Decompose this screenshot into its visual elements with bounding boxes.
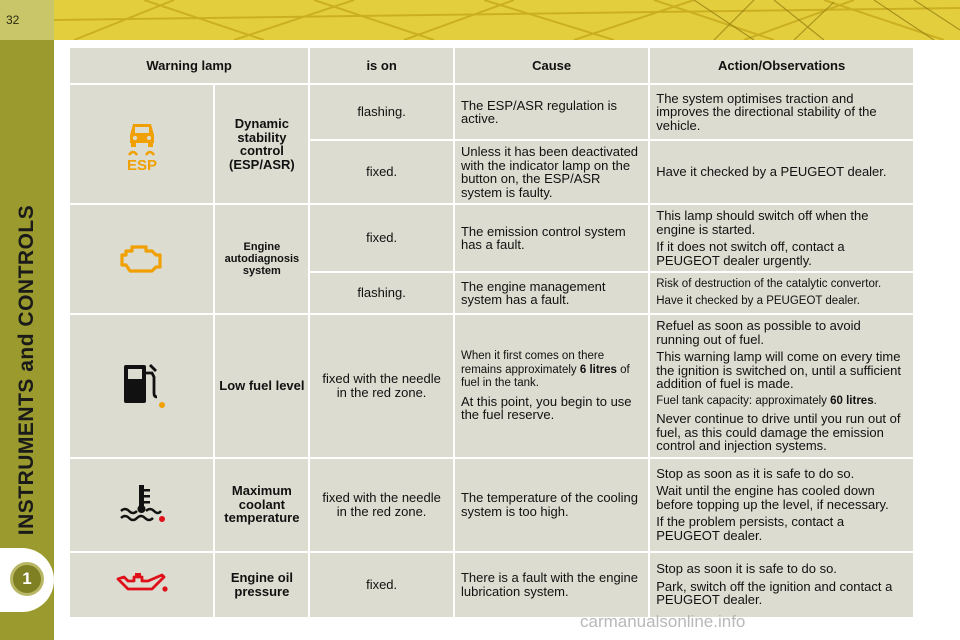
- engine-cause-2: The engine management system has a fault.: [455, 273, 648, 313]
- oil-state: fixed.: [310, 553, 453, 617]
- fuel-action-3: [656, 395, 907, 409]
- engine-action-1a: This lamp should switch off when the engine is started.: [656, 208, 869, 237]
- page-number: 32: [6, 13, 20, 27]
- coolant-state: fixed with the needle in the red zone.: [310, 459, 453, 551]
- esp-icon-cell: [70, 85, 213, 203]
- oil-action-2: Park, switch off the ignition and contact a PEUGEOT dealer.: [656, 578, 893, 608]
- coolant-action: [650, 459, 913, 551]
- chapter-badge[interactable]: 1: [10, 562, 44, 596]
- engine-icon-cell: [70, 205, 213, 313]
- engine-action-2b: Have it checked by a PEUGEOT dealer.: [656, 295, 860, 307]
- table-row: [70, 315, 913, 457]
- header-cause: Cause: [455, 48, 648, 83]
- header-action: Action/Observations: [650, 48, 913, 83]
- oil-action: [650, 553, 913, 617]
- engine-state-2: flashing.: [310, 273, 453, 313]
- oil-cause: There is a fault with the engine lubrication system.: [455, 553, 648, 617]
- header-band: [54, 0, 960, 40]
- engine-action-1b: If it does not switch off, contact a PEUGEOT dealer urgently.: [656, 239, 845, 268]
- fuel-action-3-post: .: [873, 394, 877, 407]
- engine-action-2a: Risk of destruction of the catalytic convertor.: [656, 277, 882, 290]
- fuel-state: fixed with the needle in the red zone.: [310, 315, 453, 457]
- page-number-box: [0, 0, 54, 40]
- header-warning-lamp: Warning lamp: [70, 48, 308, 83]
- oil-action-1: Stop as soon it is safe to do so.: [656, 561, 837, 577]
- coolant-action-2: Wait until the engine has cooled down before topping up the level, if necessary.: [656, 483, 889, 512]
- fuel-action-1: Refuel as soon as possible to avoid running out of fuel.: [656, 318, 861, 347]
- oil-can-icon: [114, 569, 170, 597]
- fuel-action-2: This warning lamp will come on every time the ignition is switched on, until a sufficient addition of fuel is made.: [656, 349, 901, 391]
- fuel-cause-1-post: of fuel in the tank.: [460, 363, 630, 389]
- fuel-name: Low fuel level: [215, 315, 308, 457]
- esp-icon-text: ESP: [126, 156, 157, 171]
- watermark: carmanualsonline.info: [580, 612, 746, 631]
- table-header-row: [70, 48, 913, 83]
- fuel-action-4: Never continue to drive until you run out of fuel, as this could damage the emission control and injection systems.: [656, 411, 901, 453]
- coolant-temperature-icon: [117, 483, 167, 523]
- esp-cause-1: The ESP/ASR regulation is active.: [455, 85, 648, 139]
- fuel-cause-1-text: When it first comes on there remains approximately: [460, 350, 605, 376]
- engine-cause-1: The emission control system has a fault.: [455, 205, 648, 271]
- fuel-action-3-bold: 60 litres: [830, 394, 874, 407]
- fuel-action-3-text: Fuel tank capacity: approximately: [656, 394, 827, 407]
- esp-state-2: fixed.: [310, 141, 453, 203]
- oil-name: Engine oil pressure: [215, 553, 308, 617]
- chapter-title: INSTRUMENTS and CONTROLS: [15, 204, 38, 536]
- esp-state-1: flashing.: [310, 85, 453, 139]
- esp-name: Dynamic stability control (ESP/ASR): [215, 85, 308, 203]
- fuel-cause-1-bold: 6 litres: [579, 363, 617, 376]
- oil-icon-cell: [70, 553, 213, 617]
- fuel-icon-cell: [70, 315, 213, 457]
- esp-action-2: Have it checked by a PEUGEOT dealer.: [650, 141, 913, 203]
- fuel-pump-icon: [116, 359, 168, 411]
- warning-lamp-table: [68, 46, 915, 619]
- header-is-on: is on: [310, 48, 453, 83]
- coolant-action-1: Stop as soon as it is safe to do so.: [656, 465, 855, 481]
- engine-action-2: [650, 273, 913, 313]
- fuel-cause: [455, 315, 648, 457]
- engine-icon: [118, 241, 166, 275]
- fuel-cause-1: [461, 350, 642, 391]
- coolant-name: Maximum coolant temperature: [215, 459, 308, 551]
- table-row: [70, 205, 913, 271]
- esp-action-1: The system optimises traction and improves the directional stability of the vehicle.: [650, 85, 913, 139]
- engine-action-1: [650, 205, 913, 271]
- engine-name: Engine autodiagnosis system: [215, 205, 308, 313]
- coolant-action-3: If the problem persists, contact a PEUGEOT dealer.: [656, 514, 845, 543]
- coolant-cause: The temperature of the cooling system is too high.: [455, 459, 648, 551]
- engine-state-1: fixed.: [310, 205, 453, 271]
- fuel-action: [650, 315, 913, 457]
- table-row: [70, 459, 913, 551]
- table-row: [70, 85, 913, 139]
- table-row: [70, 553, 913, 617]
- coolant-icon-cell: [70, 459, 213, 551]
- decorative-pattern: [54, 0, 960, 40]
- esp-cause-2: Unless it has been deactivated with the indicator lamp on the button on, the ESP/ASR system is faulty.: [455, 141, 648, 203]
- esp-icon: [117, 115, 167, 171]
- fuel-cause-2: At this point, you begin to use the fuel reserve.: [460, 393, 632, 422]
